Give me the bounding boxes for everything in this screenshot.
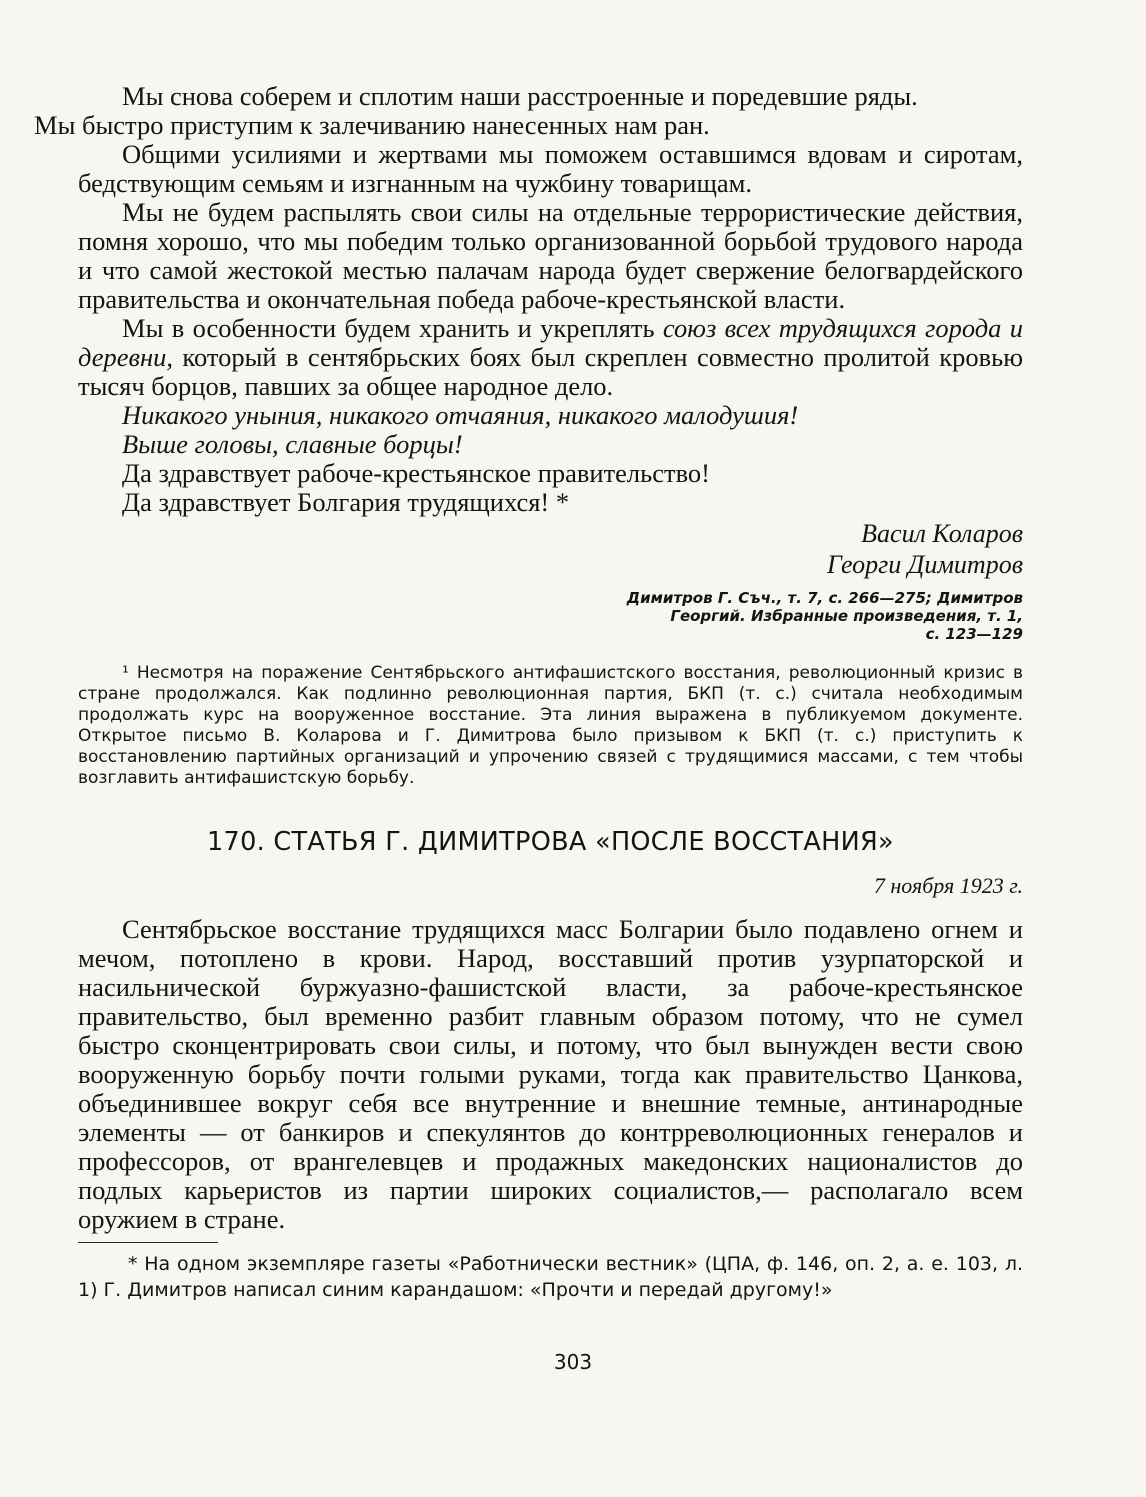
source-citation — [553, 589, 1023, 643]
article-body: Сентябрьское восстание трудящихся масс Болгарии было подавлено огнем и мечом, потоплено в крови. Народ, восставший против узурпаторской и насильнической буржуазно-фашистской власти, за рабоче-крестьянское правительство, был временно разбит главным образом потому, что не сумел быстро сконцентрировать свои силы, и потому, что был вынужден вести свою вооруженную борьбу почти голыми руками, тогда как правительство Цанкова, объединившее вокруг себя все внутренние и внешние темные, антинародные элементы — от банкиров и спекулянтов до контрреволюционных генералов и профессоров, от врангелевцев и продажных македонских националистов до подлых карьеристов из партии широких социалистов,— располагало всем оружием в стране. — [78, 914, 1023, 1234]
letter-paragraph-4-emphasis: союз всех трудящихся города и деревни, — [78, 313, 1023, 372]
footnote-divider — [78, 1242, 218, 1243]
slogan-bulgaria: Да здравствует Болгария трудящихся! * — [122, 487, 570, 517]
source-citation-line-2: Георгий. Избранные произведения, т. 1, — [670, 607, 1023, 625]
letter-paragraph-4-end: который в сентябрьских боях был скреплен совместно пролитой кровью тысяч борцов, павших за общее народное дело. — [78, 342, 1023, 401]
letter-paragraph-3: Мы не будем распылять свои силы на отдельные террористические действия, помня хорошо, что мы победим только организованной борьбой трудового народа и что самой жестокой местью палачам народа будет свержение белогвардейского правительства и окончательная победа рабоче-крестьянской власти. — [78, 197, 1023, 314]
footnote-1-text: Несмотря на поражение Сентябрьского антифашистского восстания, революционный кризис в стране продолжался. Как подлинно революционная партия, БКП (т. с.) считала необходимым продолжать курс на вооруженное восстание. Эта линия выражена в публикуемом документе. Открытое письмо В. Коларова и Г. Димитрова было призывом к БКП (т. с.) приступить к восстановлению партийных организаций и упрочению связей с трудящимися массами, с тем чтобы возглавить антифашистскую борьбу. — [78, 663, 1023, 788]
footnote-2: * На одном экземпляре газеты «Работнически вестник» (ЦПА, ф. 146, оп. 2, а. е. 103, л. 1) Г. Димитров написал синим карандашом: «Прочти и передай другому!» — [78, 1253, 1023, 1301]
slogan-no-despair: Никакого уныния, никакого отчаяния, никакого малодушия! — [122, 400, 799, 430]
footnote-1 — [78, 663, 1023, 789]
article-heading: 170. СТАТЬЯ Г. ДИМИТРОВА «ПОСЛЕ ВОССТАНИЯ» — [207, 827, 894, 857]
letter-paragraph-2: Общими усилиями и жертвами мы поможем оставшимся вдовам и сиротам, бедствующим семьям и изгнанным на чужбину товарищам. — [78, 139, 1023, 198]
slogan-heads-up: Выше головы, славные борцы! — [122, 429, 463, 459]
letter-paragraph-1-line-2: Мы быстро приступим к залечиванию нанесенных нам ран. — [34, 110, 710, 140]
page-body — [34, 81, 1023, 1303]
letter-paragraph-1 — [34, 81, 1023, 140]
letter-paragraph-4 — [78, 314, 1023, 401]
article-date: 7 ноября 1923 г. — [873, 873, 1023, 898]
source-citation-line-3: с. 123—129 — [925, 625, 1023, 643]
signature-kolarov: Васил Коларов — [861, 519, 1023, 548]
footnote-1-marker: ¹ — [122, 663, 129, 683]
page-number: 303 — [553, 1350, 593, 1374]
letter-paragraph-1-line-1: Мы снова соберем и сплотим наши расстроенные и поредевшие ряды. — [122, 81, 918, 111]
slogan-government: Да здравствует рабоче-крестьянское правительство! — [122, 458, 710, 488]
source-citation-line-1: Димитров Г. Съч., т. 7, с. 266—275; Димитров — [626, 589, 1023, 607]
letter-paragraph-4-start: Мы в особенности будем хранить и укреплять — [122, 313, 663, 343]
signature-dimitrov: Георги Димитров — [826, 550, 1023, 579]
